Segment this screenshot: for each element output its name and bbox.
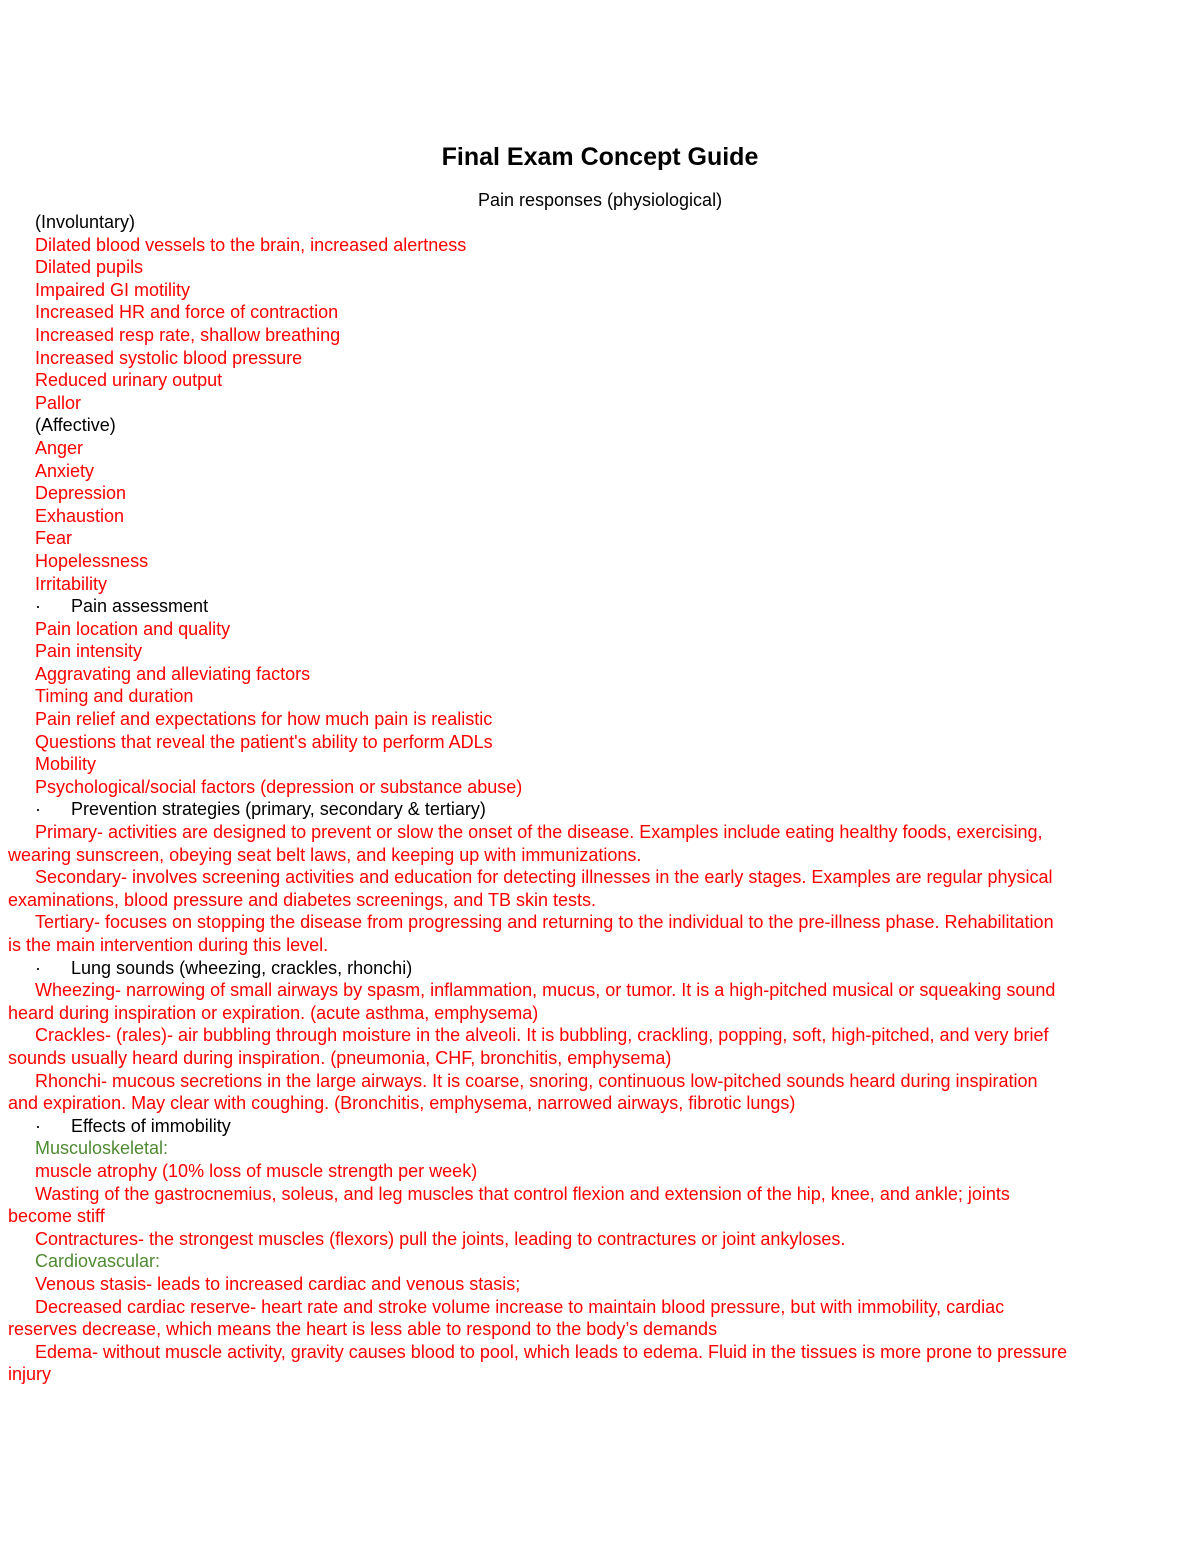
lung-sounds-heading [8,957,1068,980]
cardiovascular-paragraph: Venous stasis- leads to increased cardiac and venous stasis; [35,1273,521,1294]
lung-sound-paragraph: Wheezing- narrowing of small airways by spasm, inflammation, mucus, or tumor. It is a high-pitched musical or squeaking sound heard during inspiration or expiration. (acute asthma, emphysema) [8,980,1056,1023]
pain-assessment-item: Aggravating and alleviating factors [35,663,311,684]
section-heading-text: Effects of immobility [71,1115,231,1136]
involuntary-label: (Involuntary) [35,212,136,232]
pain-assessment-heading [8,595,1068,618]
page-subtitle: Pain responses (physiological) [477,190,723,210]
pain-assessment-item: Pain location and quality [35,618,231,639]
bullet-icon: · [35,957,41,978]
involuntary-item: Pallor [35,392,82,413]
immobility-heading [8,1115,1068,1138]
musculoskeletal-paragraph: muscle atrophy (10% loss of muscle strength per week) [35,1160,478,1181]
lung-sound-paragraph: Crackles- (rales)- air bubbling through moisture in the alveoli. It is bubbling, crackling, popping, soft, high-pitched, and very brief sounds usually heard during inspiration. (pneumonia, CHF, bronchitis, emphysema) [8,1025,1049,1068]
pain-assessment-item: Pain intensity [35,641,143,662]
involuntary-item: Increased HR and force of contraction [35,302,339,323]
section-heading-text: Lung sounds (wheezing, crackles, rhonchi) [71,957,413,978]
affective-item: Hopelessness [35,550,149,571]
involuntary-item: Reduced urinary output [35,370,223,391]
section-heading-text: Pain assessment [71,596,209,617]
prevention-paragraph: Tertiary- focuses on stopping the disease from progressing and returning to the individual to the pre-illness phase. Rehabilitation is the main intervention during this level. [8,912,1054,955]
involuntary-item: Dilated blood vessels to the brain, increased alertness [35,234,467,255]
pain-assessment-item: Questions that reveal the patient's ability to perform ADLs [35,731,493,752]
involuntary-item: Impaired GI motility [35,279,191,300]
musculoskeletal-paragraph: Contractures- the strongest muscles (flexors) pull the joints, leading to contractures or joint ankyloses. [35,1228,846,1249]
affective-item: Depression [35,483,127,504]
involuntary-item: Dilated pupils [35,257,144,278]
lung-sound-paragraph: Rhonchi- mucous secretions in the large airways. It is coarse, snoring, continuous low-pitched sounds heard during inspiration and expiration. May clear with coughing. (Bronchitis, emphysema, narrowed airways, fibrotic lungs) [8,1070,1038,1114]
document-body [8,211,1068,1386]
page-title: Final Exam Concept Guide [441,143,759,171]
affective-item: Fear [35,528,73,549]
affective-label: (Affective) [35,415,116,436]
bullet-icon: · [35,799,41,820]
involuntary-item: Increased resp rate, shallow breathing [35,324,341,345]
pain-assessment-item: Mobility [35,754,97,775]
affective-item: Irritability [35,573,108,594]
cardiovascular-paragraph: Decreased cardiac reserve- heart rate and stroke volume increase to maintain blood pressure, but with immobility, cardiac reserves decrease, which means the heart is less able to respond to the body’s demands [8,1296,1005,1340]
prevention-heading [8,798,1068,821]
prevention-paragraph: Primary- activities are designed to prevent or slow the onset of the disease. Examples include eating healthy foods, exercising, wearing sunscreen, obeying seat belt laws, and keeping up with immunizations. [8,822,1043,865]
bullet-icon: · [35,596,41,617]
involuntary-item: Increased systolic blood pressure [35,347,303,368]
pain-assessment-item: Timing and duration [35,686,194,707]
bullet-icon: · [35,1115,41,1136]
cardiovascular-label: Cardiovascular: [35,1251,161,1272]
musculoskeletal-paragraph: Wasting of the gastrocnemius, soleus, and leg muscles that control flexion and extension of the hip, knee, and ankle; joints become stiff [8,1183,1010,1227]
pain-assessment-item: Pain relief and expectations for how much pain is realistic [35,709,493,730]
affective-item: Exhaustion [35,505,125,526]
affective-item: Anger [35,437,84,458]
pain-assessment-item: Psychological/social factors (depression or substance abuse) [35,776,523,797]
musculoskeletal-label: Musculoskeletal: [35,1138,169,1159]
affective-item: Anxiety [35,460,95,481]
section-heading-text: Prevention strategies (primary, secondary & tertiary) [71,799,486,820]
prevention-paragraph: Secondary- involves screening activities and education for detecting illnesses in the early stages. Examples are regular physical examinations, blood pressure and diabetes screenings, and TB skin tests. [8,867,1053,910]
cardiovascular-paragraph: Edema- without muscle activity, gravity causes blood to pool, which leads to edema. Fluid in the tissues is more prone to pressure injury [8,1341,1068,1385]
